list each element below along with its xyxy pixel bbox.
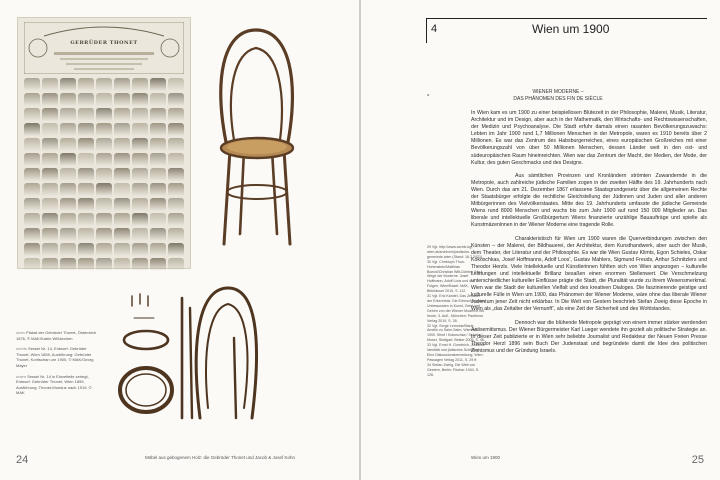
poster-maker-title: GEBRÜDER THONET: [70, 40, 138, 46]
poster-furniture-thumbnail: [114, 78, 130, 91]
poster-furniture-thumbnail: [132, 93, 148, 106]
footnote: 34 Stefan Zweig, Die Welt von Gestern, Berlin: Fischer 1944, S. 126.: [427, 362, 480, 377]
poster-furniture-thumbnail: [96, 78, 112, 91]
poster-furniture-thumbnail: [24, 123, 40, 136]
poster-furniture-thumbnail: [150, 108, 166, 121]
poster-furniture-thumbnail: [168, 213, 184, 226]
poster-furniture-thumbnail: [78, 153, 94, 166]
poster-furniture-thumbnail: [132, 213, 148, 226]
poster-furniture-thumbnail: [24, 78, 40, 91]
poster-furniture-thumbnail: [96, 153, 112, 166]
poster-furniture-thumbnail: [114, 198, 130, 211]
poster-furniture-thumbnail: [168, 183, 184, 196]
section-heading: WIENER MODERNE – DAS PHÄNOMEN DES FIN DE SIÈCLE: [513, 89, 603, 102]
left-page: [0, 0, 359, 480]
poster-furniture-thumbnail: [78, 108, 94, 121]
footnote: 33 Vgl. Ernst H. Gombrich, Jüdische Identität und jüdisches Schicksal. Eine Diskussionsbemerkung, Wien: Passagen Verlag 2011, S. 29 ff.: [427, 343, 485, 362]
footnote: 30 Vgl. Christoph Thun-Hohenstein/Matthias Boeckl/Christian Witt-Dörring (Hg.), Wege der Moderne. Josef Hoffmann, Adolf Loos und die Folgen, Wien/Basel: MAK, Birkhäuser 2015, S. 112.: [427, 259, 484, 294]
poster-furniture-thumbnail: [114, 108, 130, 121]
poster-furniture-thumbnail: [168, 228, 184, 241]
poster-furniture-thumbnail: [150, 243, 166, 256]
poster-furniture-thumbnail: [78, 123, 94, 136]
poster-furniture-thumbnail: [60, 168, 76, 181]
poster-furniture-thumbnail: [96, 138, 112, 151]
poster-furniture-thumbnail: [96, 198, 112, 211]
poster-furniture-thumbnail: [114, 183, 130, 196]
caption-bottom: unten Sessel Nr. 14 in Einzelteile zerlegt, Entwurf: Gebrüder Thonet, Wien 1859, Ausführung: Thonet-Mundus nach 1919, © MAK: [16, 373, 92, 396]
poster-furniture-thumbnail: [168, 243, 184, 256]
poster-furniture-thumbnail: [24, 258, 40, 271]
poster-furniture-thumbnail: [150, 183, 166, 196]
poster-furniture-thumbnail: [114, 153, 130, 166]
poster-furniture-thumbnail: [96, 93, 112, 106]
poster-furniture-thumbnail: [78, 228, 94, 241]
footnote: 31 Vgl. Eric Kandel, Das Zeitalter der Erkenntnis. Die Erforschung des Unbewussten in Kunst, Geist und Gehirn von der Wiener Moderne bis heute, 3. Aufl., München: Pantheon Verlag 2019, S. 28.: [427, 294, 485, 323]
poster-furniture-thumbnail: [60, 213, 76, 226]
poster-furniture-thumbnail: [24, 108, 40, 121]
poster-furniture-thumbnail: [132, 168, 148, 181]
image-captions: [16, 330, 100, 401]
poster-furniture-thumbnail: [114, 243, 130, 256]
poster-furniture-thumbnail: [168, 258, 184, 271]
poster-furniture-thumbnail: [42, 108, 58, 121]
poster-furniture-thumbnail: [42, 198, 58, 211]
chapter-header: [426, 18, 707, 43]
poster-furniture-thumbnail: [132, 138, 148, 151]
page-number-right: 25: [691, 454, 704, 466]
poster-furniture-thumbnail: [60, 198, 76, 211]
poster-furniture-thumbnail: [114, 213, 130, 226]
poster-furniture-thumbnail: [42, 123, 58, 136]
poster-furniture-thumbnail: [42, 258, 58, 271]
chapter-number: 4: [431, 23, 438, 35]
poster-furniture-thumbnail: [60, 138, 76, 151]
poster-furniture-thumbnail: [114, 168, 130, 181]
poster-ornament: [24, 22, 184, 74]
poster-furniture-thumbnail: [132, 108, 148, 121]
paragraph: Dennoch war die blühende Metropole geprägt von einem immer stärker werdenden Antisemitismus. Der Wiener Bürgermeister Karl Lueger wendete ihn gezielt als politische Strategie an. In dieser Zeit publizierte er in Wien sehr beliebte Journalist und Redakteur der Neuen Freien Presse Theodor Herzl 1896 sein Buch Der Judenstaat und begründete damit die Idee des politischen Zionismus und der Gründung Israels.: [471, 319, 707, 354]
poster-furniture-thumbnail: [150, 153, 166, 166]
poster-furniture-thumbnail: [24, 183, 40, 196]
poster-furniture-thumbnail: [150, 78, 166, 91]
poster-furniture-thumbnail: [150, 228, 166, 241]
poster-furniture-thumbnail: [168, 123, 184, 136]
poster-header: [24, 22, 184, 74]
poster-furniture-thumbnail: [24, 138, 40, 151]
poster-furniture-thumbnail: [24, 228, 40, 241]
poster-furniture-thumbnail: [78, 183, 94, 196]
poster-furniture-thumbnail: [132, 183, 148, 196]
poster-furniture-thumbnail: [60, 258, 76, 271]
poster-furniture-thumbnail: [132, 198, 148, 211]
poster-furniture-thumbnail: [150, 213, 166, 226]
poster-furniture-thumbnail: [132, 243, 148, 256]
poster-furniture-thumbnail: [168, 78, 184, 91]
body-text: [471, 110, 707, 361]
thonet-poster-image: [17, 17, 191, 269]
paragraph: In Wien kam es um 1900 zu einer beispiellosen Blütezeit in der Philosophie, Malerei, Musik, Literatur, Architektur und im Design, aber auch in der Mathematik, den Wirtschafts- und Rechtswissenschaften, der Medizin und Psychoanalyse. Die Stadt erfuhr damals einen rasanten Bevölkerungszuwachs: Lebten im Jahr 1900 rund 1,7 Millionen Menschen in der Metropole, waren es 1910 bereits über 2 Millionen. Es war das Zentrum des Habsburgerreiches, eines europäischen Großreiches mit einer Bevölkerungszahl von über 50 Millionen Menschen, dessen Länder weit in den ost- und südeuropäischen Raum hineinreichten. Wien war das Zentrum der Macht, der Medien, der Mode, der Kultur, des guten Geschmacks und des Designs.: [471, 110, 707, 166]
footnotes: [427, 245, 485, 377]
poster-furniture-thumbnail: [24, 153, 40, 166]
poster-furniture-thumbnail: [114, 138, 130, 151]
poster-furniture-thumbnail: [132, 78, 148, 91]
page-number-left: 24: [16, 454, 29, 466]
poster-furniture-thumbnail: [24, 198, 40, 211]
poster-furniture-thumbnail: [114, 258, 130, 271]
poster-furniture-thumbnail: [78, 78, 94, 91]
poster-furniture-thumbnail: [150, 138, 166, 151]
running-footer-left: Möbel aus gebogenem Holz: die Gebrüder Thonet und Jacob & Josef Kohn: [145, 455, 296, 460]
poster-furniture-thumbnail: [168, 153, 184, 166]
poster-furniture-thumbnail: [24, 93, 40, 106]
footnote: 32 Vgl. Serge Lemoine/Marie-Amélie zu Salm-Salm, Wien um 1900. Klimt / Kokoschka / Schiele / Moser, Stuttgart: Belser 2005, S. 46.: [427, 323, 485, 343]
poster-furniture-thumbnail: [132, 123, 148, 136]
poster-furniture-thumbnail: [78, 243, 94, 256]
poster-furniture-thumbnail: [168, 168, 184, 181]
poster-furniture-thumbnail: [114, 93, 130, 106]
poster-furniture-thumbnail: [114, 123, 130, 136]
poster-furniture-thumbnail: [114, 228, 130, 241]
poster-furniture-thumbnail: [132, 153, 148, 166]
poster-furniture-thumbnail: [60, 108, 76, 121]
poster-furniture-thumbnail: [168, 108, 184, 121]
paragraph: Aus sämtlichen Provinzen und Kronländern strömten Zuwandernde in die Metropole, auch zahlreiche jüdische Familien zogen in der zweiten Hälfte des 19. Jahrhunderts nach Wien. Durch das am 21. Dezember 1867 erlassene Staatsgrundgesetz über die allgemeinen Rechte der Staatsbürger erfolgte die rechtliche Gleichstellung der Jüdinnen und Juden und aller anderen Mitbürgerinnen des Vielvölkerstaates. Mitte des 19. Jahrhunderts umfasste die jüdische Gemeinde Wiens rund 8000 Menschen und wuchs bis zum Jahr 1900 auf rund 150 000 Mitglieder an. Das liberale und intellektuelle Großbürgertum Wiens finanzierte unzählige Bauaufträge und spielte als Kunstmäzeninnen in der Wiener Moderne eine tragende Rolle.: [471, 172, 707, 229]
poster-furniture-thumbnail: [96, 258, 112, 271]
poster-furniture-thumbnail: [24, 213, 40, 226]
poster-furniture-thumbnail: [78, 93, 94, 106]
poster-furniture-thumbnail: [150, 168, 166, 181]
poster-furniture-thumbnail: [42, 78, 58, 91]
right-page: [361, 0, 720, 480]
poster-furniture-thumbnail: [168, 198, 184, 211]
poster-furniture-thumbnail: [150, 258, 166, 271]
caption-right: rechts Sessel Nr. 14, Entwurf: Gebrüder Thonet, Wien 1859, Ausführung: Gebrüder Thonet, Koritschan um 1900, © MAK/Georg Mayer: [16, 346, 94, 368]
poster-furniture-thumbnail: [24, 168, 40, 181]
paragraph: Charakteristisch für Wien um 1900 waren die Querverbindungen zwischen den Künsten – der Malerei, der Bildhauerei, der Architektur, dem Kunsthandwerk, aber auch der Musik, dem Theater, der Literatur und der Philosophie. Es war die Wien Gustav Klimts, Egon Schieles, Oskar Kokoschkas, Josef Hoffmanns, Adolf Loos', Gustav Mahlers, Sigmund Freuds, Arthur Schnitzlers und Theodor Herzls. Viele Intellektuelle und Künstlerinnen fühlten sich von Wien angezogen – kulturelle Leistungen und intellektuelle Brillanz besaßen einen enormen Stellenwert. Die Verschmelzung unterschiedlicher kultureller Einflüsse prägte die Stadt, die Pluralität wurde zu ihrem Wesensmerkmal. Wien war die Stadt der kulturellen Vielfalt und des kreativen Dialoges. Die faszinierende geistige und kulturelle Fülle in Wien um 1900, das Phänomen der Wiener Moderne, wäre ohne das liberale Wiener Judentum jener Zeit nicht erklärbar. In Die Welt von Gestern beschrieb Stefan Zweig diese Epoche in Wien als „das Zeitalter der Vernunft“, als eine Zeit der Sicherheit und des Wohlstandes.: [471, 235, 707, 313]
poster-furniture-thumbnail: [150, 198, 166, 211]
poster-furniture-thumbnail: [78, 198, 94, 211]
poster-furniture-thumbnail: [96, 168, 112, 181]
poster-furniture-thumbnail: [42, 228, 58, 241]
footnote: 29 Vgl. http://www.archiv-kg-wien.at/archiven/juedische-gemeinde-wien (Stand: 16.7.2021).: [427, 245, 484, 259]
poster-furniture-thumbnail: [78, 213, 94, 226]
poster-furniture-thumbnail: [42, 168, 58, 181]
poster-furniture-thumbnail: [150, 93, 166, 106]
poster-furniture-thumbnail: [42, 153, 58, 166]
poster-furniture-thumbnail: [168, 93, 184, 106]
poster-furniture-thumbnail: [60, 228, 76, 241]
poster-furniture-grid: [24, 78, 184, 262]
chapter-title: Wien um 1900: [532, 22, 610, 36]
poster-furniture-thumbnail: [60, 183, 76, 196]
caption-top: oben Plakat der Gebrüder Thonet, Österreich 1876, © MAK/Katrin Wißkirchen: [16, 330, 97, 341]
poster-furniture-thumbnail: [96, 243, 112, 256]
section-number: a: [427, 92, 430, 97]
poster-furniture-thumbnail: [60, 93, 76, 106]
poster-furniture-thumbnail: [42, 213, 58, 226]
poster-furniture-thumbnail: [96, 123, 112, 136]
poster-furniture-thumbnail: [24, 243, 40, 256]
poster-furniture-thumbnail: [78, 258, 94, 271]
poster-furniture-thumbnail: [60, 243, 76, 256]
poster-furniture-thumbnail: [60, 123, 76, 136]
poster-furniture-thumbnail: [78, 168, 94, 181]
bentwood-chair-photo: [204, 22, 309, 250]
poster-furniture-thumbnail: [96, 108, 112, 121]
poster-furniture-thumbnail: [150, 123, 166, 136]
disassembled-chair-photo: [110, 278, 268, 428]
poster-furniture-thumbnail: [42, 183, 58, 196]
poster-furniture-thumbnail: [96, 183, 112, 196]
poster-furniture-thumbnail: [132, 258, 148, 271]
poster-furniture-thumbnail: [168, 138, 184, 151]
poster-furniture-thumbnail: [60, 153, 76, 166]
poster-furniture-thumbnail: [60, 78, 76, 91]
poster-furniture-thumbnail: [78, 138, 94, 151]
poster-furniture-thumbnail: [42, 138, 58, 151]
poster-furniture-thumbnail: [42, 243, 58, 256]
poster-furniture-thumbnail: [132, 228, 148, 241]
running-footer-right: Wien um 1900: [471, 455, 501, 460]
poster-furniture-thumbnail: [42, 93, 58, 106]
poster-furniture-thumbnail: [96, 213, 112, 226]
poster-furniture-thumbnail: [96, 228, 112, 241]
